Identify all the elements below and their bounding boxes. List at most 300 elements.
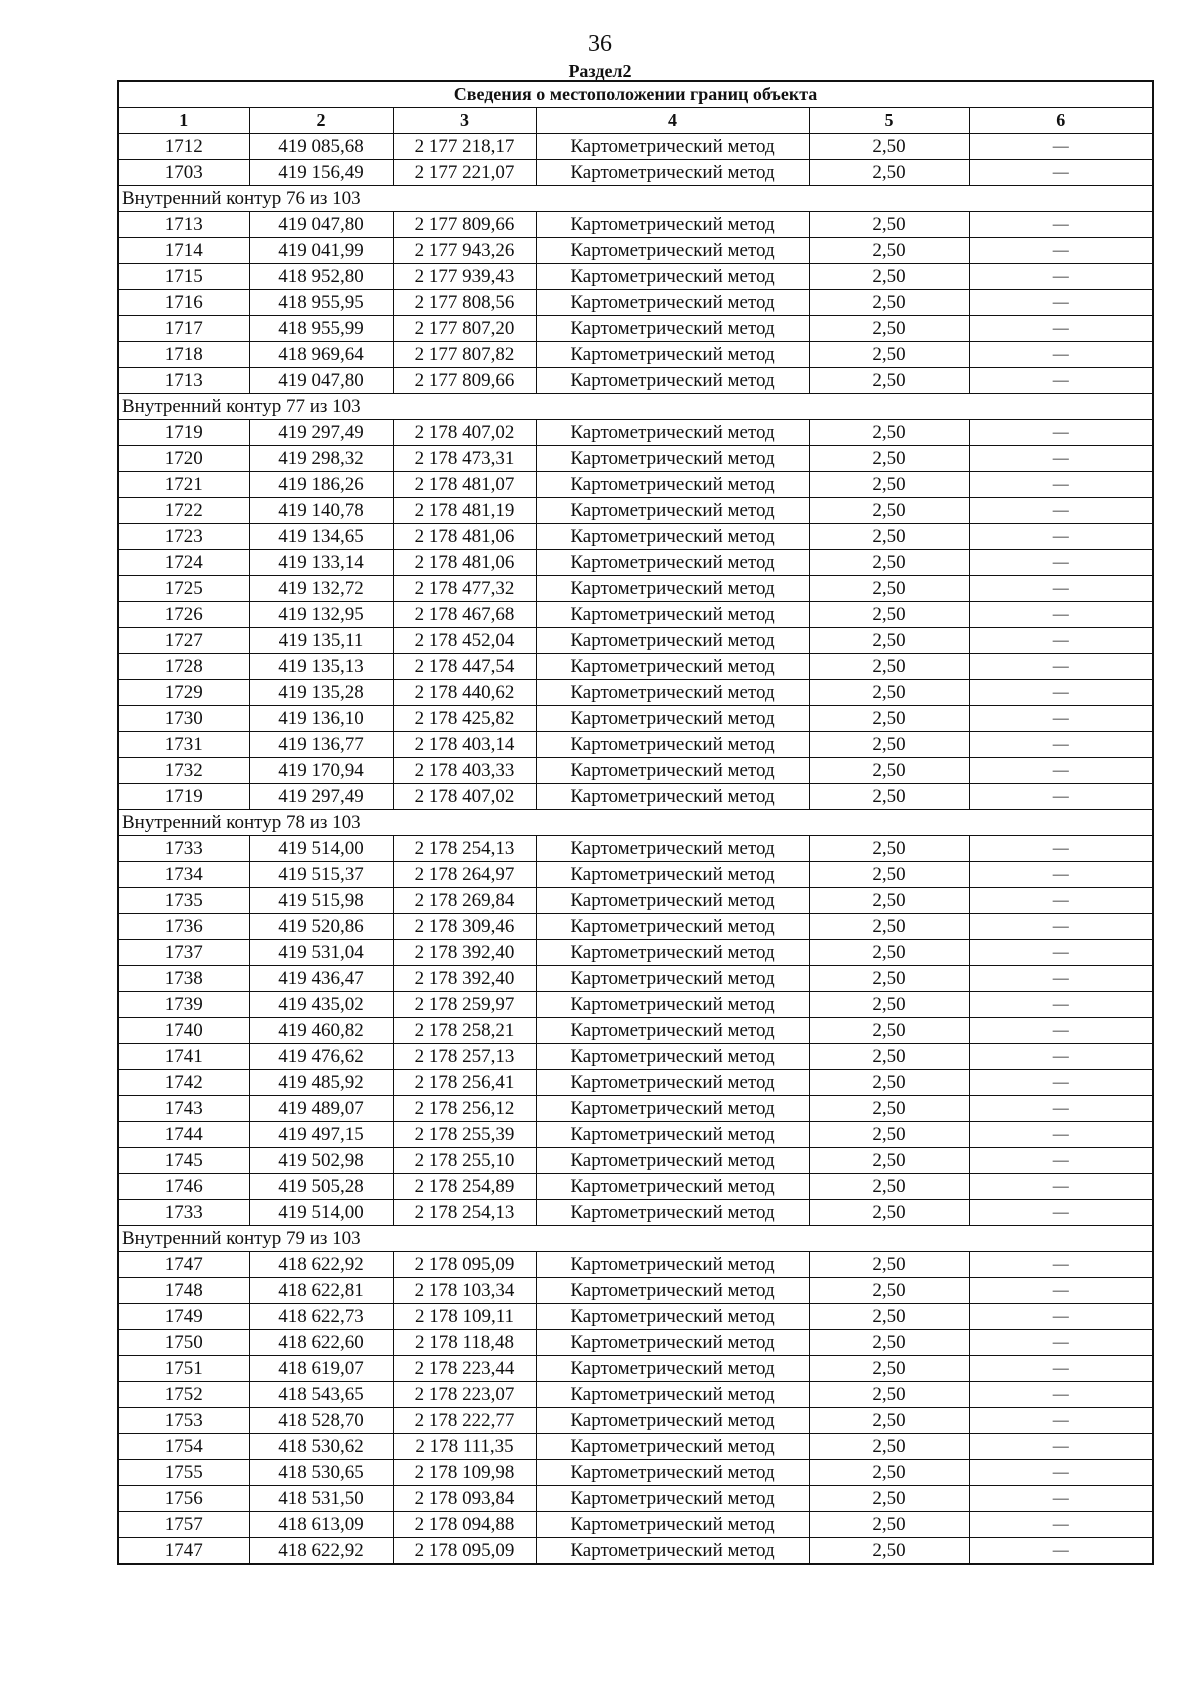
description-cell: — xyxy=(969,1044,1153,1070)
x-coordinate-cell: 419 186,26 xyxy=(249,472,393,498)
method-cell: Картометрический метод xyxy=(536,212,809,238)
accuracy-cell: 2,50 xyxy=(809,290,969,316)
y-coordinate-cell: 2 178 309,46 xyxy=(393,914,536,940)
method-cell: Картометрический метод xyxy=(536,1434,809,1460)
table-row xyxy=(118,602,1153,628)
point-number-cell: 1729 xyxy=(118,680,249,706)
x-coordinate-cell: 419 170,94 xyxy=(249,758,393,784)
accuracy-cell: 2,50 xyxy=(809,1486,969,1512)
method-cell: Картометрический метод xyxy=(536,654,809,680)
table-title: Сведения о местоположении границ объекта xyxy=(118,81,1153,108)
method-cell: Картометрический метод xyxy=(536,992,809,1018)
description-cell: — xyxy=(969,1174,1153,1200)
x-coordinate-cell: 418 969,64 xyxy=(249,342,393,368)
x-coordinate-cell: 419 515,37 xyxy=(249,862,393,888)
description-cell: — xyxy=(969,1096,1153,1122)
y-coordinate-cell: 2 178 094,88 xyxy=(393,1512,536,1538)
accuracy-cell: 2,50 xyxy=(809,784,969,810)
point-number-cell: 1756 xyxy=(118,1486,249,1512)
point-number-cell: 1735 xyxy=(118,888,249,914)
accuracy-cell: 2,50 xyxy=(809,472,969,498)
point-number-cell: 1719 xyxy=(118,420,249,446)
accuracy-cell: 2,50 xyxy=(809,732,969,758)
point-number-cell: 1751 xyxy=(118,1356,249,1382)
accuracy-cell: 2,50 xyxy=(809,1434,969,1460)
description-cell: — xyxy=(969,550,1153,576)
x-coordinate-cell: 419 136,10 xyxy=(249,706,393,732)
point-number-cell: 1726 xyxy=(118,602,249,628)
method-cell: Картометрический метод xyxy=(536,550,809,576)
table-row xyxy=(118,1460,1153,1486)
y-coordinate-cell: 2 178 477,32 xyxy=(393,576,536,602)
description-cell: — xyxy=(969,420,1153,446)
table-row xyxy=(118,1200,1153,1226)
point-number-cell: 1721 xyxy=(118,472,249,498)
description-cell: — xyxy=(969,368,1153,394)
method-cell: Картометрический метод xyxy=(536,888,809,914)
point-number-cell: 1730 xyxy=(118,706,249,732)
point-number-cell: 1737 xyxy=(118,940,249,966)
point-number-cell: 1728 xyxy=(118,654,249,680)
point-number-cell: 1744 xyxy=(118,1122,249,1148)
y-coordinate-cell: 2 178 392,40 xyxy=(393,940,536,966)
accuracy-cell: 2,50 xyxy=(809,524,969,550)
table-row xyxy=(118,290,1153,316)
method-cell: Картометрический метод xyxy=(536,1278,809,1304)
x-coordinate-cell: 418 622,60 xyxy=(249,1330,393,1356)
point-number-cell: 1750 xyxy=(118,1330,249,1356)
method-cell: Картометрический метод xyxy=(536,1460,809,1486)
accuracy-cell: 2,50 xyxy=(809,1330,969,1356)
boundary-table-container xyxy=(117,80,1152,1565)
method-cell: Картометрический метод xyxy=(536,1174,809,1200)
table-row xyxy=(118,1356,1153,1382)
y-coordinate-cell: 2 178 118,48 xyxy=(393,1330,536,1356)
description-cell: — xyxy=(969,602,1153,628)
x-coordinate-cell: 419 041,99 xyxy=(249,238,393,264)
table-row xyxy=(118,264,1153,290)
description-cell: — xyxy=(969,1278,1153,1304)
accuracy-cell: 2,50 xyxy=(809,342,969,368)
table-row xyxy=(118,420,1153,446)
y-coordinate-cell: 2 177 939,43 xyxy=(393,264,536,290)
description-cell: — xyxy=(969,134,1153,160)
table-row xyxy=(118,1018,1153,1044)
y-coordinate-cell: 2 178 254,13 xyxy=(393,1200,536,1226)
table-row xyxy=(118,368,1153,394)
x-coordinate-cell: 418 530,65 xyxy=(249,1460,393,1486)
table-row xyxy=(118,680,1153,706)
description-cell: — xyxy=(969,836,1153,862)
point-number-cell: 1739 xyxy=(118,992,249,1018)
x-coordinate-cell: 418 952,80 xyxy=(249,264,393,290)
point-number-cell: 1724 xyxy=(118,550,249,576)
table-row xyxy=(118,472,1153,498)
point-number-cell: 1754 xyxy=(118,1434,249,1460)
accuracy-cell: 2,50 xyxy=(809,862,969,888)
description-cell: — xyxy=(969,1538,1153,1565)
table-row xyxy=(118,1408,1153,1434)
method-cell: Картометрический метод xyxy=(536,238,809,264)
table-row xyxy=(118,1486,1153,1512)
point-number-cell: 1725 xyxy=(118,576,249,602)
y-coordinate-cell: 2 177 809,66 xyxy=(393,212,536,238)
accuracy-cell: 2,50 xyxy=(809,1122,969,1148)
accuracy-cell: 2,50 xyxy=(809,1382,969,1408)
point-number-cell: 1743 xyxy=(118,1096,249,1122)
accuracy-cell: 2,50 xyxy=(809,1148,969,1174)
y-coordinate-cell: 2 178 452,04 xyxy=(393,628,536,654)
table-row xyxy=(118,446,1153,472)
column-header-point-number: 1 xyxy=(118,108,249,134)
method-cell: Картометрический метод xyxy=(536,316,809,342)
table-row xyxy=(118,316,1153,342)
x-coordinate-cell: 419 136,77 xyxy=(249,732,393,758)
table-row xyxy=(118,1434,1153,1460)
method-cell: Картометрический метод xyxy=(536,524,809,550)
accuracy-cell: 2,50 xyxy=(809,1044,969,1070)
method-cell: Картометрический метод xyxy=(536,290,809,316)
x-coordinate-cell: 418 528,70 xyxy=(249,1408,393,1434)
table-row xyxy=(118,706,1153,732)
x-coordinate-cell: 419 047,80 xyxy=(249,368,393,394)
y-coordinate-cell: 2 178 259,97 xyxy=(393,992,536,1018)
description-cell: — xyxy=(969,524,1153,550)
accuracy-cell: 2,50 xyxy=(809,888,969,914)
method-cell: Картометрический метод xyxy=(536,628,809,654)
contour-group-row xyxy=(118,810,1153,836)
x-coordinate-cell: 419 531,04 xyxy=(249,940,393,966)
x-coordinate-cell: 419 135,28 xyxy=(249,680,393,706)
x-coordinate-cell: 419 514,00 xyxy=(249,1200,393,1226)
table-row xyxy=(118,888,1153,914)
point-number-cell: 1742 xyxy=(118,1070,249,1096)
table-row xyxy=(118,1096,1153,1122)
method-cell: Картометрический метод xyxy=(536,1252,809,1278)
description-cell: — xyxy=(969,1330,1153,1356)
table-row xyxy=(118,758,1153,784)
point-number-cell: 1741 xyxy=(118,1044,249,1070)
description-cell: — xyxy=(969,576,1153,602)
point-number-cell: 1745 xyxy=(118,1148,249,1174)
method-cell: Картометрический метод xyxy=(536,1148,809,1174)
accuracy-cell: 2,50 xyxy=(809,966,969,992)
y-coordinate-cell: 2 178 255,39 xyxy=(393,1122,536,1148)
table-row xyxy=(118,784,1153,810)
y-coordinate-cell: 2 177 808,56 xyxy=(393,290,536,316)
method-cell: Картометрический метод xyxy=(536,264,809,290)
accuracy-cell: 2,50 xyxy=(809,836,969,862)
accuracy-cell: 2,50 xyxy=(809,368,969,394)
description-cell: — xyxy=(969,680,1153,706)
method-cell: Картометрический метод xyxy=(536,1408,809,1434)
contour-group-label: Внутренний контур 79 из 103 xyxy=(118,1226,1153,1252)
section-title: Раздел2 xyxy=(568,61,632,81)
contour-group-row xyxy=(118,1226,1153,1252)
description-cell: — xyxy=(969,654,1153,680)
point-number-cell: 1722 xyxy=(118,498,249,524)
x-coordinate-cell: 419 156,49 xyxy=(249,160,393,186)
description-cell: — xyxy=(969,342,1153,368)
table-row xyxy=(118,576,1153,602)
point-number-cell: 1713 xyxy=(118,212,249,238)
accuracy-cell: 2,50 xyxy=(809,446,969,472)
accuracy-cell: 2,50 xyxy=(809,1018,969,1044)
accuracy-cell: 2,50 xyxy=(809,1174,969,1200)
table-row xyxy=(118,940,1153,966)
page-number: 36 xyxy=(588,31,612,57)
table-row xyxy=(118,238,1153,264)
point-number-cell: 1712 xyxy=(118,134,249,160)
accuracy-cell: 2,50 xyxy=(809,1408,969,1434)
point-number-cell: 1720 xyxy=(118,446,249,472)
point-number-cell: 1731 xyxy=(118,732,249,758)
table-row xyxy=(118,836,1153,862)
point-number-cell: 1718 xyxy=(118,342,249,368)
description-cell: — xyxy=(969,1252,1153,1278)
y-coordinate-cell: 2 178 447,54 xyxy=(393,654,536,680)
method-cell: Картометрический метод xyxy=(536,758,809,784)
table-row xyxy=(118,1382,1153,1408)
y-coordinate-cell: 2 178 222,77 xyxy=(393,1408,536,1434)
y-coordinate-cell: 2 178 407,02 xyxy=(393,784,536,810)
x-coordinate-cell: 419 485,92 xyxy=(249,1070,393,1096)
accuracy-cell: 2,50 xyxy=(809,914,969,940)
table-row xyxy=(118,342,1153,368)
table-row xyxy=(118,1148,1153,1174)
method-cell: Картометрический метод xyxy=(536,1096,809,1122)
column-header-method: 4 xyxy=(536,108,809,134)
description-cell: — xyxy=(969,1200,1153,1226)
table-row xyxy=(118,862,1153,888)
contour-group-label: Внутренний контур 77 из 103 xyxy=(118,394,1153,420)
y-coordinate-cell: 2 178 258,21 xyxy=(393,1018,536,1044)
x-coordinate-cell: 419 133,14 xyxy=(249,550,393,576)
method-cell: Картометрический метод xyxy=(536,1330,809,1356)
point-number-cell: 1732 xyxy=(118,758,249,784)
x-coordinate-cell: 419 460,82 xyxy=(249,1018,393,1044)
method-cell: Картометрический метод xyxy=(536,706,809,732)
accuracy-cell: 2,50 xyxy=(809,628,969,654)
method-cell: Картометрический метод xyxy=(536,1018,809,1044)
y-coordinate-cell: 2 178 467,68 xyxy=(393,602,536,628)
y-coordinate-cell: 2 178 254,13 xyxy=(393,836,536,862)
x-coordinate-cell: 419 497,15 xyxy=(249,1122,393,1148)
y-coordinate-cell: 2 178 257,13 xyxy=(393,1044,536,1070)
x-coordinate-cell: 419 132,95 xyxy=(249,602,393,628)
accuracy-cell: 2,50 xyxy=(809,1278,969,1304)
table-row xyxy=(118,524,1153,550)
table-row xyxy=(118,914,1153,940)
method-cell: Картометрический метод xyxy=(536,1044,809,1070)
description-cell: — xyxy=(969,160,1153,186)
accuracy-cell: 2,50 xyxy=(809,1252,969,1278)
y-coordinate-cell: 2 177 807,82 xyxy=(393,342,536,368)
point-number-cell: 1734 xyxy=(118,862,249,888)
y-coordinate-cell: 2 178 425,82 xyxy=(393,706,536,732)
point-number-cell: 1713 xyxy=(118,368,249,394)
table-row xyxy=(118,212,1153,238)
accuracy-cell: 2,50 xyxy=(809,550,969,576)
accuracy-cell: 2,50 xyxy=(809,680,969,706)
description-cell: — xyxy=(969,1512,1153,1538)
accuracy-cell: 2,50 xyxy=(809,316,969,342)
x-coordinate-cell: 419 476,62 xyxy=(249,1044,393,1070)
point-number-cell: 1727 xyxy=(118,628,249,654)
x-coordinate-cell: 419 297,49 xyxy=(249,784,393,810)
y-coordinate-cell: 2 178 481,19 xyxy=(393,498,536,524)
point-number-cell: 1746 xyxy=(118,1174,249,1200)
table-row xyxy=(118,160,1153,186)
x-coordinate-cell: 419 436,47 xyxy=(249,966,393,992)
point-number-cell: 1740 xyxy=(118,1018,249,1044)
x-coordinate-cell: 419 135,11 xyxy=(249,628,393,654)
description-cell: — xyxy=(969,498,1153,524)
y-coordinate-cell: 2 178 392,40 xyxy=(393,966,536,992)
point-number-cell: 1714 xyxy=(118,238,249,264)
contour-group-label: Внутренний контур 76 из 103 xyxy=(118,186,1153,212)
description-cell: — xyxy=(969,1070,1153,1096)
x-coordinate-cell: 419 489,07 xyxy=(249,1096,393,1122)
point-number-cell: 1749 xyxy=(118,1304,249,1330)
y-coordinate-cell: 2 178 255,10 xyxy=(393,1148,536,1174)
x-coordinate-cell: 419 134,65 xyxy=(249,524,393,550)
accuracy-cell: 2,50 xyxy=(809,1200,969,1226)
method-cell: Картометрический метод xyxy=(536,368,809,394)
column-header-x: 2 xyxy=(249,108,393,134)
accuracy-cell: 2,50 xyxy=(809,654,969,680)
accuracy-cell: 2,50 xyxy=(809,212,969,238)
point-number-cell: 1703 xyxy=(118,160,249,186)
x-coordinate-cell: 419 047,80 xyxy=(249,212,393,238)
table-row xyxy=(118,1122,1153,1148)
x-coordinate-cell: 419 515,98 xyxy=(249,888,393,914)
table-row xyxy=(118,1252,1153,1278)
y-coordinate-cell: 2 178 256,12 xyxy=(393,1096,536,1122)
method-cell: Картометрический метод xyxy=(536,1200,809,1226)
method-cell: Картометрический метод xyxy=(536,1512,809,1538)
table-row xyxy=(118,1538,1153,1565)
method-cell: Картометрический метод xyxy=(536,836,809,862)
description-cell: — xyxy=(969,1148,1153,1174)
x-coordinate-cell: 418 543,65 xyxy=(249,1382,393,1408)
accuracy-cell: 2,50 xyxy=(809,1304,969,1330)
description-cell: — xyxy=(969,1356,1153,1382)
x-coordinate-cell: 418 955,99 xyxy=(249,316,393,342)
method-cell: Картометрический метод xyxy=(536,940,809,966)
y-coordinate-cell: 2 178 093,84 xyxy=(393,1486,536,1512)
column-header-y: 3 xyxy=(393,108,536,134)
y-coordinate-cell: 2 178 481,07 xyxy=(393,472,536,498)
description-cell: — xyxy=(969,238,1153,264)
method-cell: Картометрический метод xyxy=(536,472,809,498)
contour-group-row xyxy=(118,394,1153,420)
accuracy-cell: 2,50 xyxy=(809,1096,969,1122)
description-cell: — xyxy=(969,290,1153,316)
accuracy-cell: 2,50 xyxy=(809,1512,969,1538)
x-coordinate-cell: 419 085,68 xyxy=(249,134,393,160)
description-cell: — xyxy=(969,966,1153,992)
method-cell: Картометрический метод xyxy=(536,342,809,368)
accuracy-cell: 2,50 xyxy=(809,758,969,784)
method-cell: Картометрический метод xyxy=(536,134,809,160)
point-number-cell: 1757 xyxy=(118,1512,249,1538)
table-row xyxy=(118,1044,1153,1070)
point-number-cell: 1747 xyxy=(118,1538,249,1565)
y-coordinate-cell: 2 177 943,26 xyxy=(393,238,536,264)
method-cell: Картометрический метод xyxy=(536,1486,809,1512)
x-coordinate-cell: 418 622,73 xyxy=(249,1304,393,1330)
y-coordinate-cell: 2 178 109,98 xyxy=(393,1460,536,1486)
table-row xyxy=(118,1278,1153,1304)
x-coordinate-cell: 419 505,28 xyxy=(249,1174,393,1200)
point-number-cell: 1755 xyxy=(118,1460,249,1486)
accuracy-cell: 2,50 xyxy=(809,1538,969,1565)
x-coordinate-cell: 419 132,72 xyxy=(249,576,393,602)
column-header-description: 6 xyxy=(969,108,1153,134)
y-coordinate-cell: 2 177 218,17 xyxy=(393,134,536,160)
method-cell: Картометрический метод xyxy=(536,914,809,940)
accuracy-cell: 2,50 xyxy=(809,1070,969,1096)
table-row xyxy=(118,550,1153,576)
y-coordinate-cell: 2 178 481,06 xyxy=(393,524,536,550)
description-cell: — xyxy=(969,992,1153,1018)
description-cell: — xyxy=(969,940,1153,966)
point-number-cell: 1723 xyxy=(118,524,249,550)
method-cell: Картометрический метод xyxy=(536,966,809,992)
x-coordinate-cell: 419 520,86 xyxy=(249,914,393,940)
description-cell: — xyxy=(969,888,1153,914)
method-cell: Картометрический метод xyxy=(536,1070,809,1096)
description-cell: — xyxy=(969,1486,1153,1512)
x-coordinate-cell: 418 955,95 xyxy=(249,290,393,316)
description-cell: — xyxy=(969,1460,1153,1486)
accuracy-cell: 2,50 xyxy=(809,1356,969,1382)
method-cell: Картометрический метод xyxy=(536,1304,809,1330)
table-row xyxy=(118,1330,1153,1356)
y-coordinate-cell: 2 178 473,31 xyxy=(393,446,536,472)
point-number-cell: 1715 xyxy=(118,264,249,290)
description-cell: — xyxy=(969,1122,1153,1148)
point-number-cell: 1733 xyxy=(118,1200,249,1226)
y-coordinate-cell: 2 178 223,07 xyxy=(393,1382,536,1408)
point-number-cell: 1733 xyxy=(118,836,249,862)
table-row xyxy=(118,628,1153,654)
method-cell: Картометрический метод xyxy=(536,680,809,706)
x-coordinate-cell: 419 514,00 xyxy=(249,836,393,862)
description-cell: — xyxy=(969,758,1153,784)
accuracy-cell: 2,50 xyxy=(809,940,969,966)
table-row xyxy=(118,134,1153,160)
column-header-row xyxy=(118,108,1153,134)
y-coordinate-cell: 2 177 807,20 xyxy=(393,316,536,342)
description-cell: — xyxy=(969,472,1153,498)
method-cell: Картометрический метод xyxy=(536,576,809,602)
x-coordinate-cell: 419 140,78 xyxy=(249,498,393,524)
method-cell: Картометрический метод xyxy=(536,498,809,524)
table-row xyxy=(118,966,1153,992)
y-coordinate-cell: 2 178 223,44 xyxy=(393,1356,536,1382)
table-row xyxy=(118,654,1153,680)
y-coordinate-cell: 2 178 269,84 xyxy=(393,888,536,914)
x-coordinate-cell: 418 622,81 xyxy=(249,1278,393,1304)
accuracy-cell: 2,50 xyxy=(809,992,969,1018)
x-coordinate-cell: 418 622,92 xyxy=(249,1538,393,1565)
method-cell: Картометрический метод xyxy=(536,602,809,628)
table-row xyxy=(118,732,1153,758)
table-row xyxy=(118,1512,1153,1538)
y-coordinate-cell: 2 178 254,89 xyxy=(393,1174,536,1200)
